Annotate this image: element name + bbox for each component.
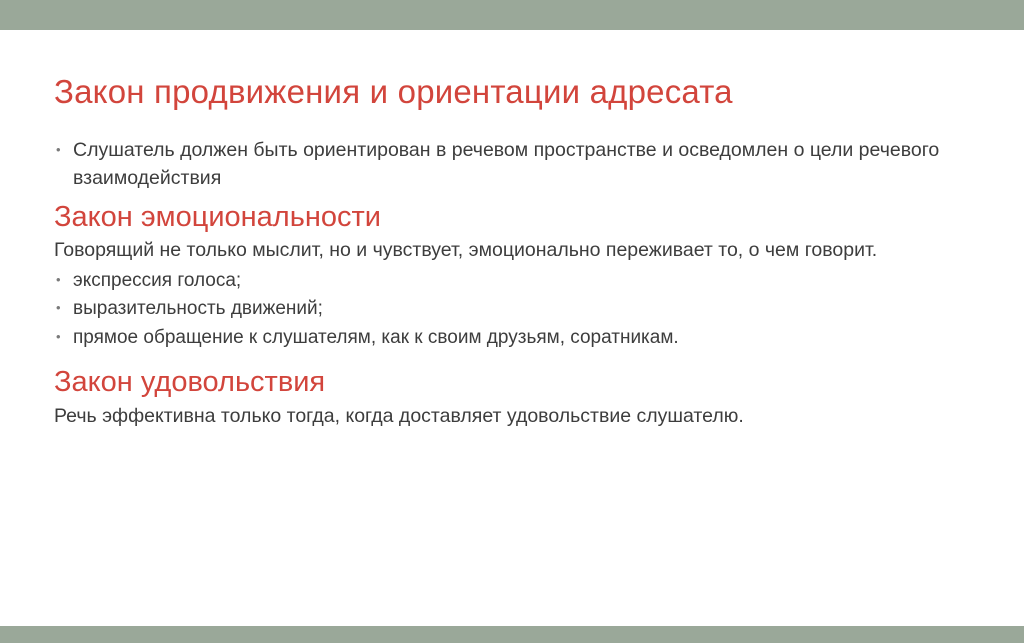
emotionality-bullet-list: [54, 267, 968, 353]
section-paragraph-pleasure: Речь эффективна только тогда, когда доставляет удовольствие слушателю.: [54, 405, 744, 428]
top-decorative-band: [0, 0, 1024, 30]
list-item: • выразительность движений;: [54, 295, 968, 324]
intro-bullet-list: [54, 137, 968, 192]
list-item: • прямое обращение к слушателям, как к своим друзьям, соратникам.: [54, 324, 968, 353]
section-heading-pleasure: Закон удовольствия: [54, 366, 326, 399]
page-title: Закон продвижения и ориентации адресата: [54, 73, 733, 110]
slide-content: [0, 30, 1024, 431]
section-paragraph-emotionality: Говорящий не только мыслит, но и чувствует, эмоционально переживает то, о чем говорит.: [54, 239, 878, 262]
list-item: • экспрессия голоса;: [54, 267, 968, 296]
bottom-decorative-band: [0, 626, 1024, 643]
list-item: • Слушатель должен быть ориентирован в речевом пространстве и осведомлен о цели речевого взаимодействия: [54, 137, 968, 192]
section-heading-emotionality: Закон эмоциональности: [54, 201, 381, 234]
